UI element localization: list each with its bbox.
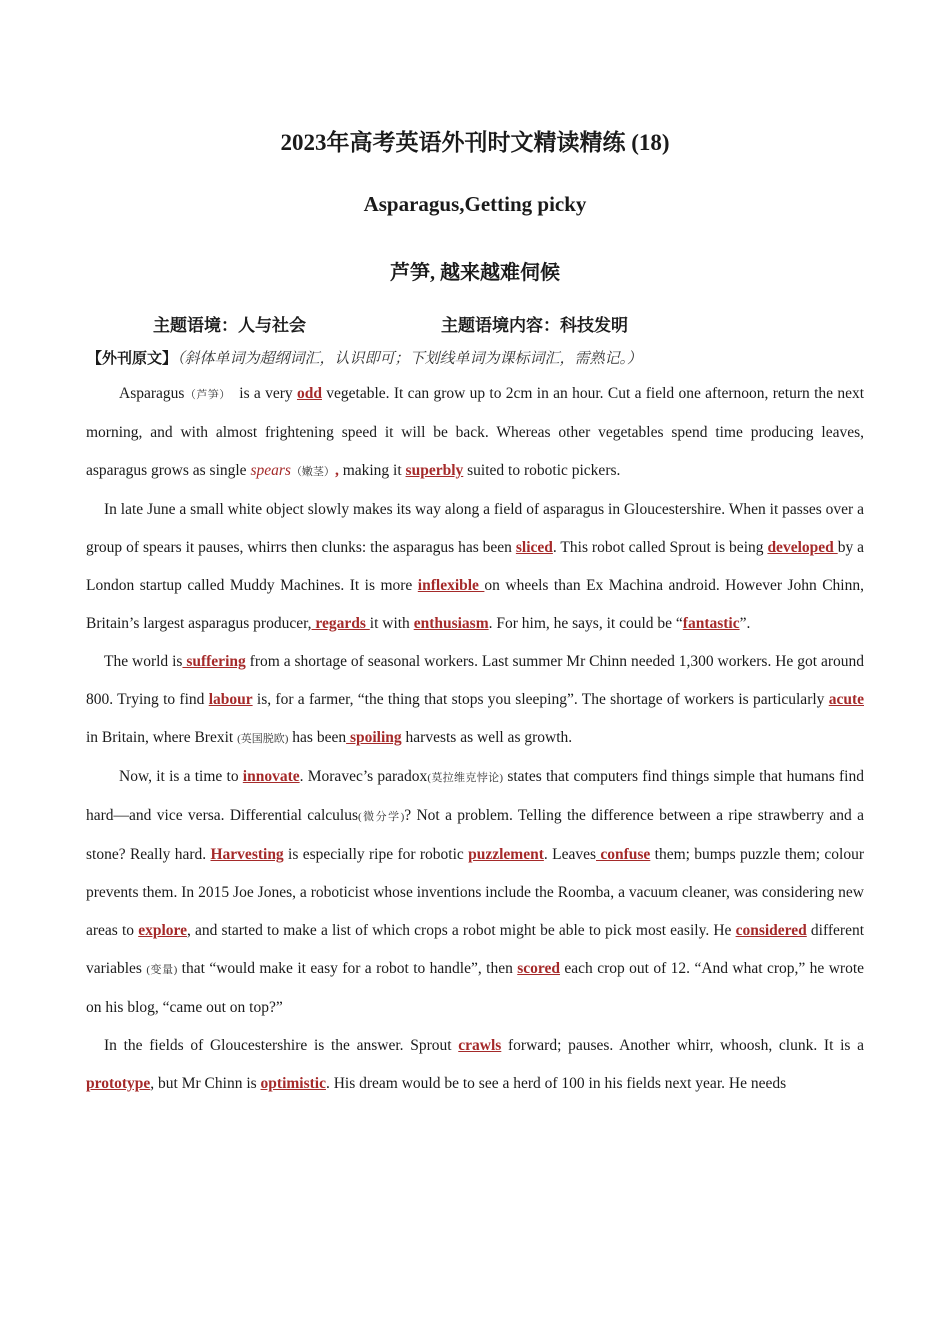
keyword: optimistic (260, 1075, 326, 1092)
paragraph-3: The world is suffering from a shortage of seasonal workers. Last summer Mr Chinn needed 1,300 workers. He got around 800. Trying to find labour is, for a farmer, “the thing that stops you sleeping”. The shortage of workers is particularly acute in Britain, where Brexit (英国脱欧) has been spoiling harvests as well as growth. (86, 653, 864, 746)
article-body (86, 375, 864, 1103)
keyword: confuse (596, 846, 651, 863)
keyword: enthusiasm (413, 615, 489, 632)
paragraph-5: In the fields of Gloucestershire is the answer. Sprout crawls forward; pauses. Another whirr, whoosh, clunk. It is a prototype, but Mr Chinn is optimistic. His dream would be to see a herd of 100 in his fields next year. He needs (86, 1037, 864, 1092)
keyword: innovate (242, 768, 300, 785)
source-header (87, 347, 642, 368)
keyword: prototype (86, 1075, 151, 1092)
keyword: inflexible (417, 577, 485, 594)
keyword: odd (296, 385, 322, 402)
keyword: sliced (515, 539, 553, 556)
gloss: （嫩茎） (290, 466, 335, 478)
keyword: crawls (458, 1037, 502, 1054)
gloss: （芦笋） (184, 389, 231, 401)
gloss: (变量) (146, 964, 178, 976)
source-label: 【外刊原文】 (87, 349, 178, 367)
english-subtitle: Asparagus,Getting picky (363, 192, 587, 216)
keyword: superbly (405, 462, 464, 479)
paragraph-1: Asparagus（芦笋） is a very odd vegetable. It can grow up to 2cm in an hour. Cut a field one afternoon, return the next morning, and with almost frightening speed it will be back. Whereas other vegetables spend time producing leaves, asparagus grows as single spears（嫩茎）, making it superbly suited to robotic pickers. (86, 385, 865, 479)
keyword: developed (767, 539, 838, 556)
keyword: explore (138, 922, 187, 939)
keyword: labour (208, 691, 253, 708)
keyword: regards (311, 615, 370, 632)
source-note: （斜体单词为超纲词汇，认识即可；下划线单词为课标词汇，需熟记。） (177, 351, 643, 367)
italic-word: spears (250, 462, 291, 479)
keyword: Harvesting (210, 846, 284, 863)
theme-context: 主题语境：人与社会 (153, 316, 306, 336)
keyword: spoiling (346, 729, 402, 746)
paragraph-2: In late June a small white object slowly makes its way along a field of asparagus in Gloucestershire. When it passes over a group of spears it pauses, whirrs then clunks: the asparagus has been sliced. This robot called Sprout is being developed by a London startup called Muddy Machines. It is more inflexible on wheels than Ex Machina android. However John Chinn, Britain’s largest asparagus producer, regards it with enthusiasm. For him, he says, it could be “fantastic”. (86, 501, 865, 632)
keyword: puzzlement (468, 846, 544, 863)
theme-content: 主题语境内容：科技发明 (441, 316, 628, 336)
chinese-subtitle: 芦笋, 越来越难伺候 (390, 262, 560, 284)
keyword: fantastic (682, 615, 740, 632)
keyword: suffering (182, 653, 246, 670)
keyword: considered (735, 922, 807, 939)
gloss: (微分学) (358, 811, 405, 823)
page-title: 2023年高考英语外刊时文精读精练 (18) (280, 130, 670, 155)
keyword: scored (517, 960, 560, 977)
gloss: (英国脱欧) (237, 733, 289, 745)
gloss: (莫拉维克悖论) (427, 772, 504, 784)
paragraph-4: Now, it is a time to innovate. Moravec’s paradox(莫拉维克悖论) states that computers find things simple that humans find hard—and vice versa. Differential calculus(微分学)? Not a problem. Telling the difference between a ripe strawberry and a stone? Really hard. Harvesting is especially ripe for robotic puzzlement. Leaves confuse them; bumps puzzle them; colour prevents them. In 2015 Joe Jones, a roboticist whose inventions include the Roomba, a vacuum cleaner, was considering new areas to explore, and started to make a list of which crops a robot might be able to pick most easily. He considered different variables (变量) that “would make it easy for a robot to handle”, then scored each crop out of 12. “And what crop,” he wrote on his blog, “came out on top?” (86, 768, 865, 1016)
keyword: acute (828, 691, 864, 708)
